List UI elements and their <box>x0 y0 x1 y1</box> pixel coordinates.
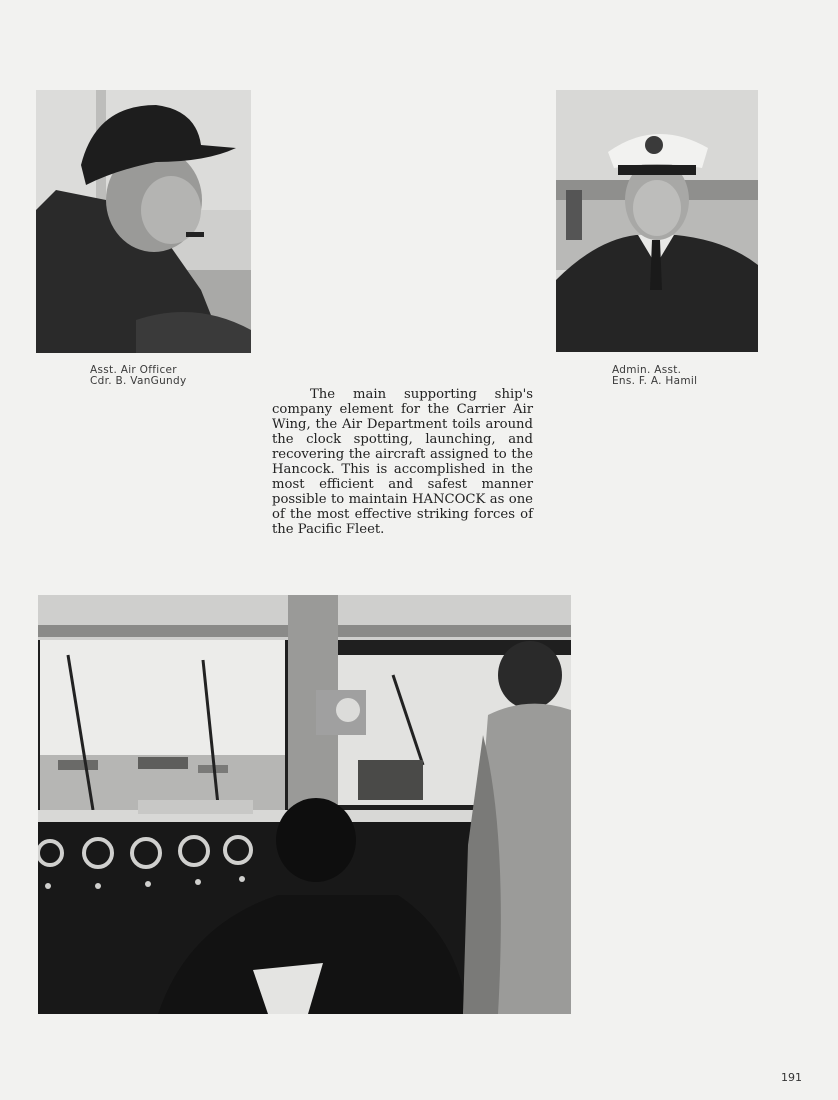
photo-flight-control-tower <box>38 595 571 1014</box>
caption-name: Ens. F. A. Hamil <box>612 375 698 387</box>
caption-title: Admin. Asst. <box>612 364 682 376</box>
caption-title: Asst. Air Officer <box>90 364 177 376</box>
caption-admin-asst <box>612 365 697 387</box>
photo-asst-air-officer <box>36 90 251 353</box>
page-number: 191 <box>781 1071 802 1084</box>
photo-admin-asst <box>556 90 758 352</box>
body-paragraph: The main supporting ship's company element for the Carrier Air Wing, the Air Department toils around the clock spotting, launching, and recovering the aircraft assigned to the Hancock. This is accomplished in the most efficient and safest manner possible to maintain HANCOCK as one of the most effective striking forces of the Pacific Fleet. <box>272 387 533 537</box>
caption-asst-air-officer <box>90 365 187 387</box>
caption-name: Cdr. B. VanGundy <box>90 375 187 387</box>
